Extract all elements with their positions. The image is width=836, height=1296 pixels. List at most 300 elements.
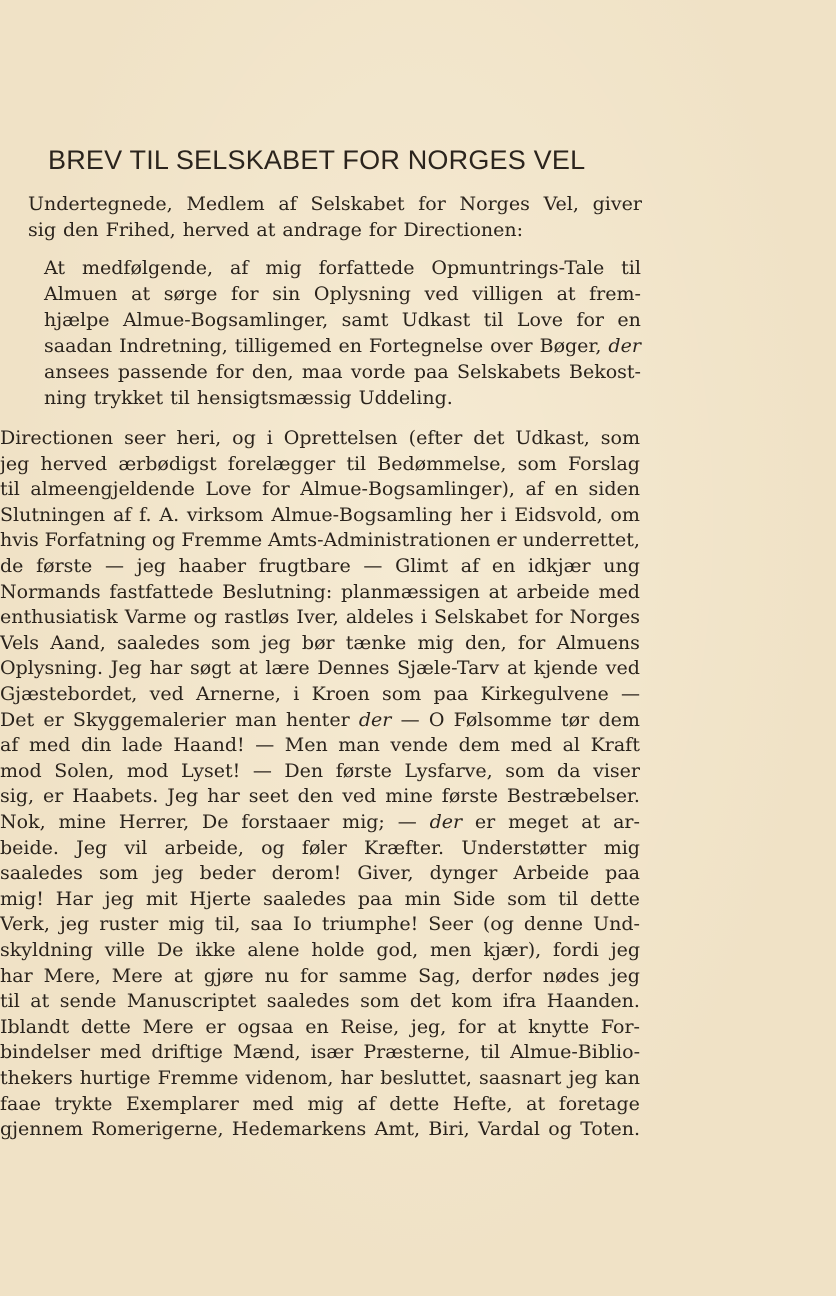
word: forstaaer — [241, 811, 330, 833]
word: siden — [588, 478, 640, 501]
word: jeg — [610, 964, 640, 987]
word: føler — [301, 836, 347, 859]
word: rastløs — [224, 606, 290, 629]
word: saasnart — [478, 1067, 562, 1089]
word: til — [0, 478, 20, 501]
quote-line — [44, 256, 641, 280]
body-line — [0, 759, 640, 783]
word: mig — [603, 836, 640, 859]
word: Udkast — [401, 309, 471, 331]
word: og — [151, 529, 176, 552]
word: samme — [338, 964, 408, 987]
word: aldeles — [345, 606, 414, 629]
word: Det — [0, 708, 35, 731]
word: lade — [121, 734, 163, 757]
word: jeg, — [410, 1015, 447, 1038]
word: til — [483, 309, 504, 331]
word: Seer — [428, 913, 473, 936]
word: Fremme — [181, 529, 263, 552]
word: foretage — [558, 1092, 640, 1115]
word: første — [335, 759, 392, 782]
word: nødes — [542, 964, 600, 987]
word: Dennes — [317, 657, 390, 680]
word: Aand, — [50, 631, 106, 654]
word: saaledes — [266, 990, 350, 1013]
word: har — [149, 657, 183, 680]
word: af — [230, 257, 249, 279]
word: i — [500, 503, 507, 526]
word: Amts-Administrationen — [267, 529, 491, 552]
word: bindelser — [0, 1041, 91, 1064]
word: ved — [149, 683, 184, 705]
word: Jeg — [76, 836, 108, 859]
word: at — [30, 990, 50, 1013]
word: med — [252, 1092, 294, 1115]
word: Kraft — [590, 734, 640, 757]
word: seer — [124, 427, 166, 449]
word: de — [0, 555, 24, 577]
word: dette — [80, 1015, 131, 1038]
word: — — [255, 734, 275, 757]
word: (efter — [408, 427, 463, 449]
word: Kroen — [311, 683, 370, 705]
word: Den — [284, 759, 324, 782]
word: ruster — [99, 913, 159, 936]
word: Har — [55, 887, 93, 910]
word: trykte — [54, 1092, 113, 1115]
word: Vel, — [543, 193, 579, 215]
word: af — [357, 1092, 376, 1115]
word: frugtbare — [258, 555, 351, 577]
word: holde — [311, 939, 365, 961]
word: kjende — [533, 657, 598, 680]
word: vorde — [350, 361, 406, 383]
word: Giver, — [357, 862, 414, 885]
body-line — [0, 426, 640, 450]
word: saaledes — [116, 631, 200, 654]
word: Biri, — [428, 1118, 470, 1141]
quote-line — [44, 360, 641, 384]
word: tør — [561, 708, 590, 731]
word: mod — [0, 759, 42, 782]
word: for — [418, 193, 446, 215]
word: for — [535, 606, 563, 629]
word: Forfatning — [44, 529, 147, 552]
word: jeg — [610, 939, 640, 961]
word: ning — [44, 387, 87, 409]
word: Romerigerne, — [91, 1118, 224, 1141]
word: og — [232, 427, 256, 449]
word: De — [156, 939, 184, 961]
word: Hedemarkens — [231, 1118, 367, 1141]
word: søgt — [189, 657, 231, 680]
word: Indretning, — [119, 335, 228, 357]
body-line — [0, 605, 640, 629]
word: jeg — [568, 1067, 598, 1089]
word: Frihed, — [105, 218, 176, 241]
word: hurtige — [79, 1067, 151, 1089]
word: hjælpe — [44, 309, 110, 331]
word: som — [505, 759, 545, 782]
word: Amt, — [374, 1118, 421, 1141]
word: til, — [214, 913, 241, 936]
word: Haand! — [173, 734, 245, 757]
body-line — [0, 887, 640, 911]
word: frem- — [589, 283, 641, 305]
word: virksom — [186, 503, 264, 526]
word: i — [266, 427, 273, 449]
word: knytte — [528, 1015, 590, 1038]
word: paa — [605, 862, 640, 885]
word: saaledes — [263, 887, 346, 910]
word: Herrer, — [118, 811, 190, 833]
word: Exemplarer — [125, 1092, 239, 1115]
body-line — [0, 861, 640, 885]
word: den, — [464, 631, 507, 654]
word: Slutningen — [0, 503, 106, 526]
word: er — [496, 529, 517, 552]
word: arbeide, — [164, 836, 244, 859]
word: er — [42, 785, 64, 808]
word: Bedømmelse, — [377, 452, 507, 475]
word: Iblandt — [0, 1015, 70, 1038]
word: over — [490, 335, 533, 357]
quote-line — [44, 334, 641, 358]
word: Norges — [569, 606, 640, 629]
word: for — [231, 283, 259, 305]
word: Almue-Bogsamlinger), — [300, 478, 515, 501]
word: Almue-Biblio- — [510, 1041, 640, 1064]
word: man — [235, 708, 277, 731]
word: Mere — [111, 964, 163, 987]
word: Oprettelsen — [283, 427, 398, 449]
word: i — [420, 606, 427, 629]
word: til — [621, 257, 641, 279]
word: Varme — [124, 606, 187, 629]
word: Hefte, — [452, 1092, 513, 1115]
word: om — [610, 503, 640, 526]
body-line — [0, 938, 640, 962]
word: Udkast, — [515, 427, 590, 449]
word: derfor — [471, 964, 532, 987]
word: Manuscriptet — [126, 990, 257, 1013]
word: triumphe! — [321, 913, 419, 936]
body-line — [0, 580, 640, 604]
word: dette — [589, 887, 640, 910]
word: Jeg — [110, 657, 142, 680]
word: Lysfarve, — [404, 759, 493, 782]
word: Nok, — [0, 811, 46, 833]
word: Und- — [593, 913, 640, 936]
word: at — [173, 964, 193, 987]
body-line — [0, 1040, 640, 1064]
word: hensigtsmæssig — [196, 387, 352, 409]
word: vende — [390, 734, 449, 757]
word: Almuen — [44, 283, 118, 305]
word: at — [488, 580, 508, 603]
word: har — [340, 1067, 374, 1089]
body-line — [0, 810, 640, 834]
word: maa — [301, 361, 343, 383]
word: Love — [205, 478, 252, 501]
word: for — [300, 964, 328, 987]
word: god, — [376, 939, 419, 961]
word: en — [305, 1015, 329, 1038]
word: — — [252, 759, 272, 782]
body-line — [0, 503, 640, 527]
word: forfattede — [318, 257, 415, 279]
word: en — [554, 478, 578, 501]
word: dette — [389, 1092, 440, 1115]
word: mig — [417, 631, 454, 654]
word: ved — [424, 283, 459, 305]
word: Undertegnede, — [28, 193, 173, 215]
word: for — [262, 478, 290, 501]
word: bør — [301, 631, 335, 654]
word: besluttet, — [380, 1067, 472, 1089]
word: som — [517, 452, 557, 475]
word: Præsterne, — [363, 1041, 471, 1064]
word: kan — [604, 1067, 640, 1089]
body-line — [0, 708, 640, 732]
word: Bestræbelser. — [506, 785, 640, 808]
word: mit — [145, 887, 178, 910]
word: sende — [59, 990, 117, 1013]
word: som — [98, 862, 139, 885]
word: i — [293, 683, 300, 705]
word: saadan — [44, 335, 113, 357]
word: sig, — [0, 785, 35, 808]
word: derom! — [271, 862, 342, 885]
body-line — [0, 656, 640, 680]
word: Fremme — [157, 1067, 239, 1089]
word: der — [358, 708, 392, 731]
word: at — [506, 657, 526, 680]
word: Kræfter. — [364, 836, 445, 859]
word: en — [338, 335, 362, 357]
word: med — [28, 734, 71, 757]
word: ved — [342, 785, 377, 808]
word: forelægger — [227, 452, 336, 475]
word: saaledes — [0, 862, 83, 885]
word: er — [474, 811, 496, 833]
word: mig; — [342, 811, 385, 833]
word: Selskabets — [456, 361, 561, 383]
word: Verk, — [0, 913, 50, 936]
word: jeg — [0, 452, 30, 475]
quote-line — [44, 308, 641, 332]
word: ansees — [44, 361, 110, 383]
word: passende — [117, 361, 208, 383]
word: af — [0, 734, 19, 757]
word: dynger — [429, 862, 498, 885]
word: af — [278, 193, 297, 215]
word: — — [104, 555, 124, 577]
word: lære — [265, 657, 310, 680]
body-line — [0, 733, 640, 757]
word: Norges — [459, 193, 530, 215]
word: jeg — [104, 887, 134, 910]
word: thekers — [0, 1067, 73, 1089]
word: mig — [265, 257, 302, 279]
word: dem — [598, 708, 640, 731]
word: Opmuntrings-Tale — [431, 257, 605, 279]
word: Medlem — [186, 193, 265, 215]
word: idkjær — [528, 555, 591, 577]
word: og — [548, 1118, 572, 1141]
word: med — [100, 1041, 142, 1064]
word: Toten. — [580, 1118, 640, 1141]
word: Haanden. — [546, 990, 640, 1013]
body-line — [0, 1015, 640, 1039]
word: ville — [104, 939, 146, 961]
word: for — [216, 361, 244, 383]
word: som — [600, 427, 640, 449]
word: driftige — [151, 1041, 223, 1064]
word: mig — [307, 1092, 344, 1115]
word: af — [460, 555, 480, 577]
word: da — [557, 759, 581, 782]
word: kom — [451, 990, 493, 1013]
body-line — [0, 631, 640, 655]
word: mig! — [0, 887, 44, 910]
word: at — [556, 283, 576, 305]
word: af — [112, 503, 132, 526]
word: al — [562, 734, 580, 757]
word: Understøtter — [461, 836, 587, 859]
word: — — [620, 683, 640, 705]
word: gjennem — [0, 1118, 84, 1141]
word: Selskabet — [310, 193, 405, 215]
word: Bøger, — [539, 335, 602, 357]
word: første — [36, 555, 93, 577]
word: De — [202, 811, 229, 833]
word: ved — [605, 657, 640, 680]
word: faae — [0, 1092, 41, 1115]
word: sørge — [163, 283, 218, 305]
word: samt — [341, 309, 389, 331]
word: Fortegnelse — [368, 335, 484, 357]
word: Skyggemalerier — [72, 708, 226, 731]
word: trykket — [93, 387, 164, 409]
word: har — [0, 964, 33, 987]
body-line — [0, 477, 640, 501]
word: sin — [272, 283, 301, 305]
body-line — [0, 784, 640, 808]
quote-line — [44, 386, 641, 410]
word: seet — [248, 785, 289, 808]
word: skyldning — [0, 939, 93, 961]
word: Eidsvold, — [514, 503, 603, 526]
word: Selskabet — [434, 606, 528, 629]
word: jeg — [154, 862, 184, 885]
word: arbeide — [516, 580, 590, 603]
word: jeg — [261, 631, 291, 654]
word: sig — [28, 218, 56, 241]
word: at — [256, 218, 276, 241]
word: beide. — [0, 836, 59, 859]
word: ærbødigst — [118, 452, 217, 475]
word: tilligemed — [234, 335, 332, 357]
page-title: BREV TIL SELSKABET FOR NORGES VEL — [48, 145, 586, 175]
body-line — [0, 964, 640, 988]
word: — — [397, 811, 417, 833]
word: til — [480, 1041, 501, 1064]
word: Arbeide — [513, 862, 590, 885]
word: som — [211, 631, 251, 654]
word: Uddeling. — [358, 387, 453, 409]
word: meget — [508, 811, 569, 833]
word: for — [368, 218, 397, 241]
word: jeg — [136, 555, 166, 577]
word: Io — [292, 913, 312, 936]
word: af — [525, 478, 544, 501]
word: Iver, — [296, 606, 339, 629]
word: ikke — [195, 939, 236, 961]
word: Almuens — [556, 631, 640, 654]
word: Bekost- — [568, 361, 641, 383]
word: tænke — [345, 631, 407, 654]
word: medfølgende, — [82, 257, 214, 279]
word: Mere — [142, 1015, 194, 1038]
word: Side — [452, 887, 496, 910]
word: ogsaa — [237, 1015, 294, 1038]
word: er — [43, 708, 64, 731]
word: paa — [433, 683, 469, 705]
word: er — [205, 1015, 226, 1038]
word: nu — [264, 964, 290, 987]
word: Hjerte — [189, 887, 252, 910]
word: det — [473, 427, 505, 449]
word: at — [131, 283, 151, 305]
word: andrage — [282, 218, 362, 241]
word: din — [80, 734, 112, 757]
word: Love — [516, 309, 563, 331]
word: at — [526, 1092, 546, 1115]
word: man — [338, 734, 380, 757]
intro-line — [28, 218, 642, 242]
word: villigen — [472, 283, 543, 305]
word: giver — [592, 193, 642, 215]
word: Gjæstebordet, — [0, 683, 138, 705]
word: Directionen — [0, 427, 114, 449]
word: planmæssigen — [341, 580, 480, 603]
word: videnom, — [245, 1067, 334, 1089]
body-line — [0, 912, 640, 936]
word: til — [170, 387, 190, 409]
word: til — [346, 452, 367, 475]
word: Solen, — [54, 759, 115, 782]
word: Beslutning: — [222, 580, 333, 603]
word: fastfattede — [109, 580, 214, 603]
word: og — [261, 836, 285, 859]
word: Reise, — [340, 1015, 400, 1038]
word: som — [360, 990, 400, 1013]
word: — — [363, 555, 383, 577]
word: at — [581, 811, 601, 833]
word: som — [382, 683, 422, 705]
word: Almue-Bogsamling — [271, 503, 453, 526]
word: men — [430, 939, 472, 961]
word: Oplysning — [313, 283, 411, 305]
word: ung — [603, 555, 640, 577]
word: Kirkegulvene — [480, 683, 609, 705]
word: paa — [357, 887, 393, 910]
word: især — [310, 1041, 354, 1064]
word: henter — [285, 708, 350, 731]
word: hvis — [0, 529, 39, 552]
word: for — [517, 631, 546, 654]
